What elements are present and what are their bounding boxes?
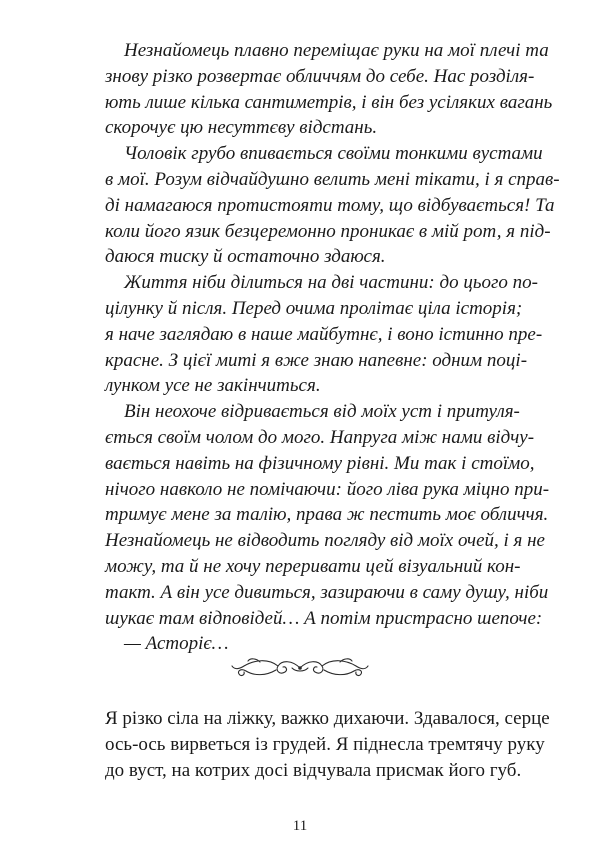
text-line: — Асторіє…	[124, 633, 229, 655]
paragraph	[86, 38, 553, 141]
text-line: Я різко сіла на ліжку, важко дихаючи. Здавалося, серце	[105, 708, 550, 729]
text-line: такт. А він усе дивиться, зазираючи в саму душу, ніби	[105, 581, 549, 603]
text-line: красне. З цієї миті я вже знаю напевне: одним поці-	[105, 349, 528, 371]
text-line: я наче заглядаю в наше майбутнє, і воно істинно пре-	[105, 323, 543, 345]
text-line: коли його язик безцеремонно проникає в мій рот, я під-	[105, 220, 551, 242]
text-line: до вуст, на котрих досі відчувала присмак його губ.	[105, 759, 522, 781]
text-line: в мої. Розум відчайдушно велить мені тікати, і я справ-	[105, 168, 560, 190]
page-number: 11	[292, 818, 308, 834]
text-line: Життя ніби ділиться на дві частини: до цього по-	[124, 272, 539, 294]
paragraph	[86, 141, 560, 270]
ornament-divider-icon	[230, 654, 370, 682]
paragraph	[86, 399, 550, 631]
text-line: нічого навколо не помічаючи: його ліва рука міцно при-	[105, 478, 550, 500]
paragraph	[86, 270, 543, 399]
text-line: вається навіть на фізичному рівні. Ми так і стоїмо,	[105, 452, 535, 474]
waking-passage	[86, 706, 550, 783]
text-line: лунком усе не закінчиться.	[105, 375, 321, 397]
italic-dream-passage	[86, 38, 560, 657]
text-line: шукає там відповідей… А потім пристрасно шепоче:	[105, 607, 543, 629]
text-line: скорочує цю несуттєву відстань.	[105, 117, 378, 139]
text-line: Чоловік грубо впивається своїми тонкими вустами	[124, 143, 543, 165]
text-line: Він неохоче відривається від моїх уст і притуля-	[124, 401, 520, 423]
text-line: знову різко розвертає обличчям до себе. Нас розділя-	[105, 65, 535, 87]
text-line: ється своїм чолом до мого. Напруга між нами відчу-	[105, 426, 535, 448]
text-line: Незнайомець не відводить погляду від моїх очей, і я не	[105, 530, 545, 552]
text-line: ось-ось вирветься із грудей. Я піднесла тремтячу руку	[105, 733, 545, 755]
text-line: ють лише кілька сантиметрів, і він без усіляких вагань	[105, 91, 553, 113]
text-line: Незнайомець плавно переміщає руки на мої плечі та	[124, 40, 549, 61]
paragraph	[86, 706, 550, 783]
text-line: цілунку й після. Перед очима пролітає ціла історія;	[105, 297, 523, 319]
text-line: даюся тиску й остаточно здаюся.	[105, 246, 386, 268]
text-line: тримує мене за талію, права ж пестить моє обличчя.	[105, 504, 549, 526]
text-line: можу, та й не хочу переривати цей візуальний кон-	[105, 555, 521, 577]
text-line: ді намагаюся протистояти тому, що відбувається! Та	[105, 194, 555, 216]
